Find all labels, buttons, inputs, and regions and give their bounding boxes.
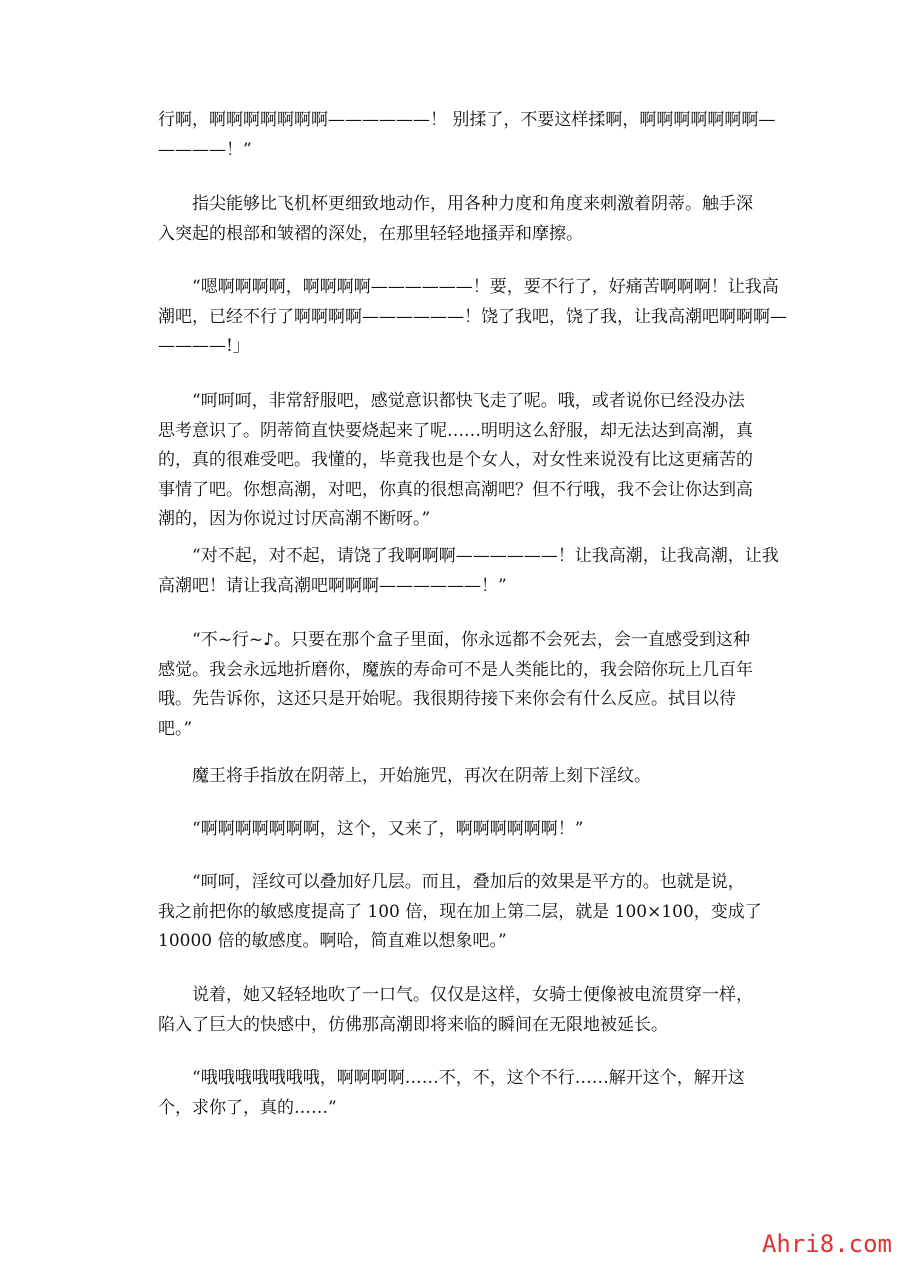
paragraph [158,1064,748,1123]
text-line: 高潮吧！请让我高潮吧啊啊啊——————！” [158,575,507,596]
text-line: 我之前把你的敏感度提高了 100 倍，现在加上第二层，就是 100×100，变成了 [158,901,762,922]
text-line: 潮吧，已经不行了啊啊啊啊——————！饶了我吧，饶了我，让我高潮吧啊啊啊— [158,306,787,327]
text-line: 入突起的根部和皱褶的深处，在那里轻轻地搔弄和摩擦。 [158,223,583,244]
text-line: 10000 倍的敏感度。啊哈，简直难以想象吧。” [158,931,507,951]
paragraph [158,981,753,1040]
text-line: “对不起，对不起，请饶了我啊啊啊——————！让我高潮，让我高潮，让我 [158,546,779,566]
text-line: 指尖能够比飞机杯更细致地动作，用各种力度和角度来刺激着阴蒂。触手深 [158,194,753,214]
text-line: 潮的，因为你说过讨厌高潮不断呀。” [158,509,431,529]
paragraph [158,868,762,957]
text-line: 感觉。我会永远地折磨你，魔族的寿命可不是人类能比的，我会陪你玩上几百年 [158,659,753,680]
text-line: 说着，她又轻轻地吹了一口气。仅仅是这样，女骑士便像被电流贯穿一样， [158,985,753,1005]
watermark: Ahri8.com [761,1230,892,1258]
text-line: “呵呵呵，非常舒服吧，感觉意识都快飞走了呢。哦，或者说你已经没办法 [158,391,745,411]
paragraph [158,106,776,165]
text-line: 行啊，啊啊啊啊啊啊啊——————！ 别揉了，不要这样揉啊，啊啊啊啊啊啊啊— [158,110,776,130]
paragraph [158,190,753,249]
text-line: “啊啊啊啊啊啊啊，这个，又来了，啊啊啊啊啊啊！” [158,819,584,839]
text-line: ————!」 [158,336,250,356]
text-line: 魔王将手指放在阴蒂上，开始施咒，再次在阴蒂上刻下淫纹。 [158,766,651,786]
text-line: “不~行~♪。只要在那个盒子里面，你永远都不会死去，会一直感受到这种 [158,630,751,650]
paragraph [158,626,753,744]
paragraph [158,542,779,601]
text-line: 哦。先告诉你，这还只是开始呢。我很期待接下来你会有什么反应。拭目以待 [158,689,736,709]
text-line: “呵呵，淫纹可以叠加好几层。而且，叠加后的效果是平方的。也就是说， [158,872,745,892]
text-line: 陷入了巨大的快感中，仿佛那高潮即将来临的瞬间在无限地被延长。 [158,1014,668,1035]
text-line: 吧。” [158,718,193,739]
paragraph [158,273,787,362]
paragraph [158,387,753,535]
text-line: 的，真的很难受吧。我懂的，毕竟我也是个女人，对女性来说没有比这更痛苦的 [158,450,753,470]
text-line: “哦哦哦哦哦哦哦，啊啊啊啊……不，不，这个不行……解开这个，解开这 [158,1068,745,1088]
text-line: 事情了吧。你想高潮，对吧，你真的很想高潮吧？但不行哦，我不会让你达到高 [158,479,753,500]
text-line: ————！” [158,139,252,160]
paragraph [158,815,748,845]
text-line: 个，求你了，真的……” [158,1097,337,1118]
text-line: “嗯啊啊啊啊，啊啊啊啊——————！要，要不行了，好痛苦啊啊啊！让我高 [158,277,779,297]
text-line: 思考意识了。阴蒂简直快要烧起来了呢……明明这么舒服，却无法达到高潮，真 [158,420,753,441]
paragraph [158,762,748,792]
